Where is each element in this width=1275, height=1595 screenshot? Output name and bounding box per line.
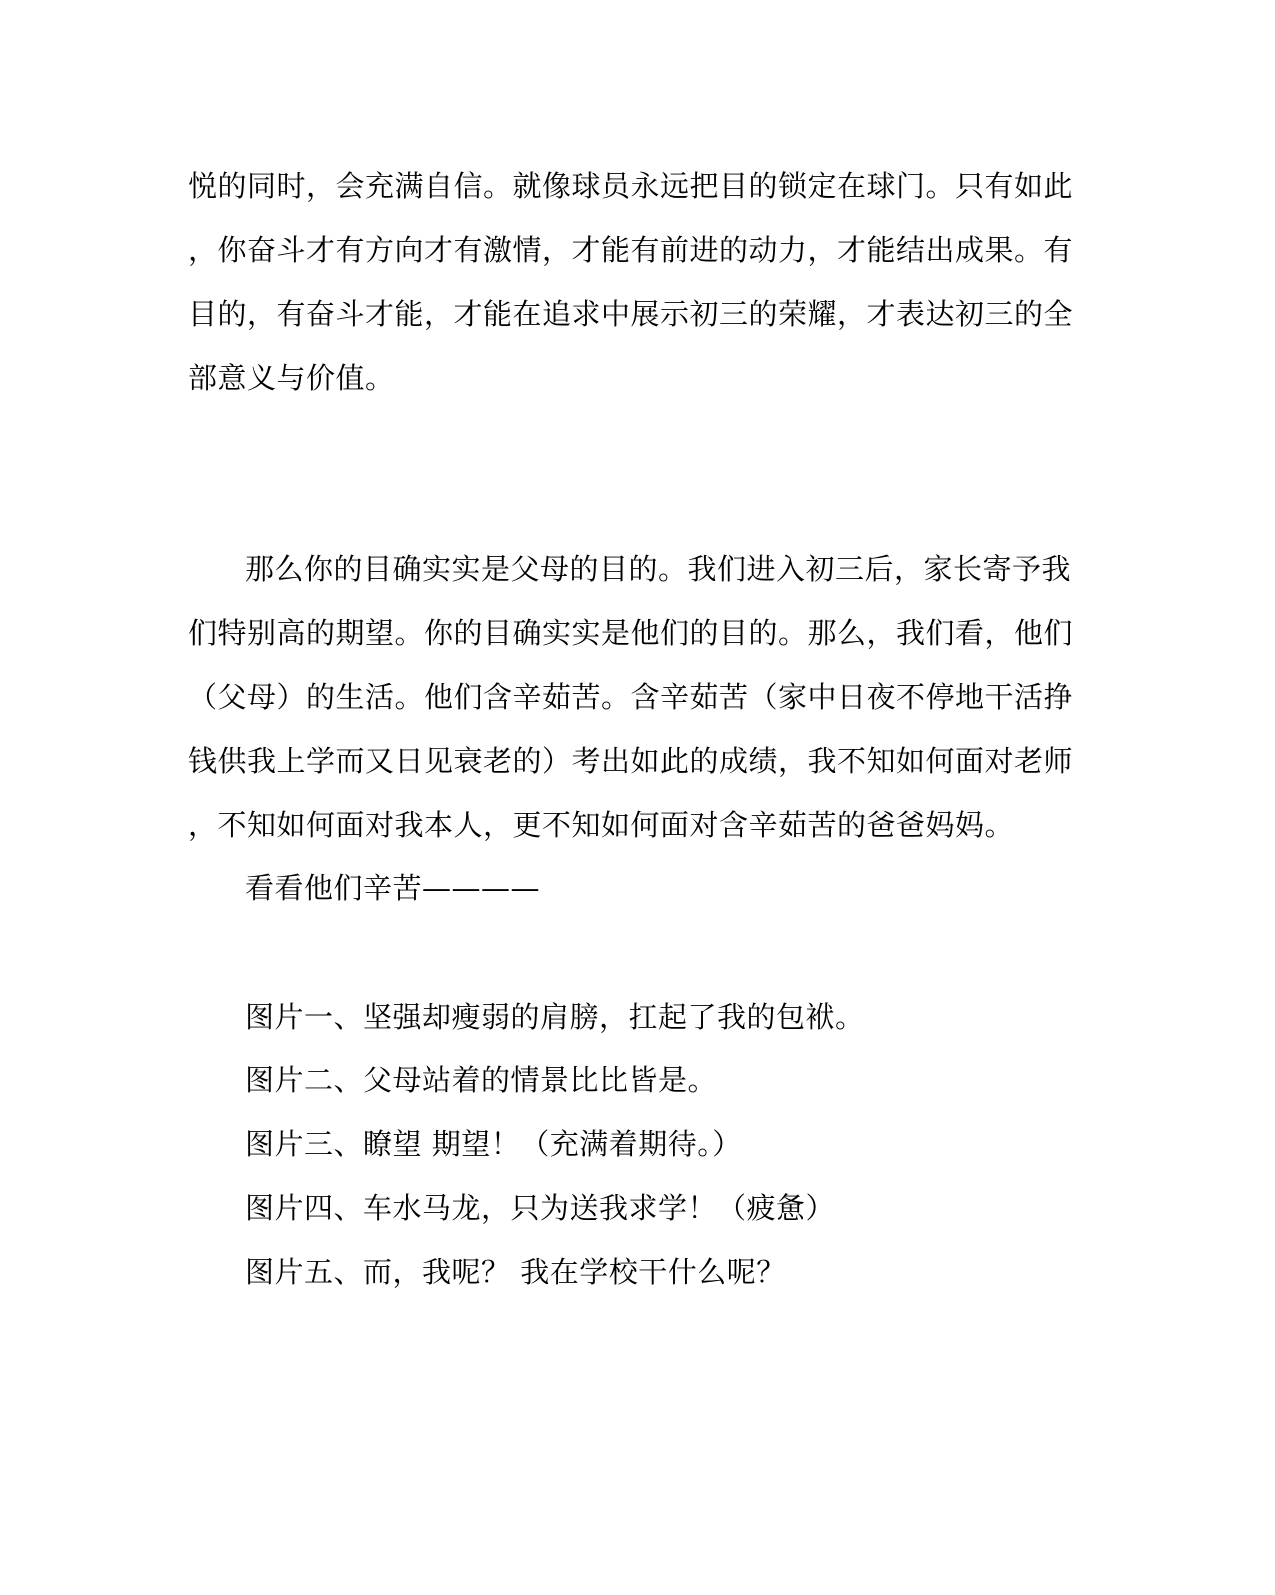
picture-item-1: 图片一、坚强却瘦弱的肩膀，扛起了我的包袱。	[245, 1000, 865, 1034]
paragraph-2-line-5: ，不知如何面对我本人，更不知如何面对含辛茹苦的爸爸妈妈。	[188, 808, 1015, 842]
paragraph-2-line-3: （父母）的生活。他们含辛茹苦。含辛茹苦（家中日夜不停地干活挣	[188, 680, 1074, 714]
paragraph-2-line-1: 那么你的目确实实是父母的目的。我们进入初三后，家长寄予我	[245, 552, 1072, 586]
picture-item-3: 图片三、瞭望 期望！（充满着期待。）	[245, 1127, 742, 1161]
paragraph-2-line-2: 们特别高的期望。你的目确实实是他们的目的。那么，我们看，他们	[188, 616, 1074, 650]
picture-item-2: 图片二、父母站着的情景比比皆是。	[245, 1063, 718, 1097]
paragraph-2-line-4: 钱供我上学而又日见衰老的）考出如此的成绩，我不知如何面对老师	[188, 744, 1074, 778]
paragraph-1-line-3: 目的，有奋斗才能，才能在追求中展示初三的荣耀，才表达初三的全	[188, 297, 1074, 331]
picture-item-5: 图片五、而，我呢？ 我在学校干什么呢？	[245, 1255, 786, 1289]
paragraph-3: 看看他们辛苦————	[245, 871, 541, 905]
paragraph-1-line-4: 部意义与价值。	[188, 361, 395, 395]
paragraph-1-line-2: ，你奋斗才有方向才有激情，才能有前进的动力，才能结出成果。有	[188, 233, 1074, 267]
picture-item-4: 图片四、车水马龙，只为送我求学！（疲惫）	[245, 1191, 836, 1225]
paragraph-1-line-1: 悦的同时，会充满自信。就像球员永远把目的锁定在球门。只有如此	[188, 169, 1074, 203]
